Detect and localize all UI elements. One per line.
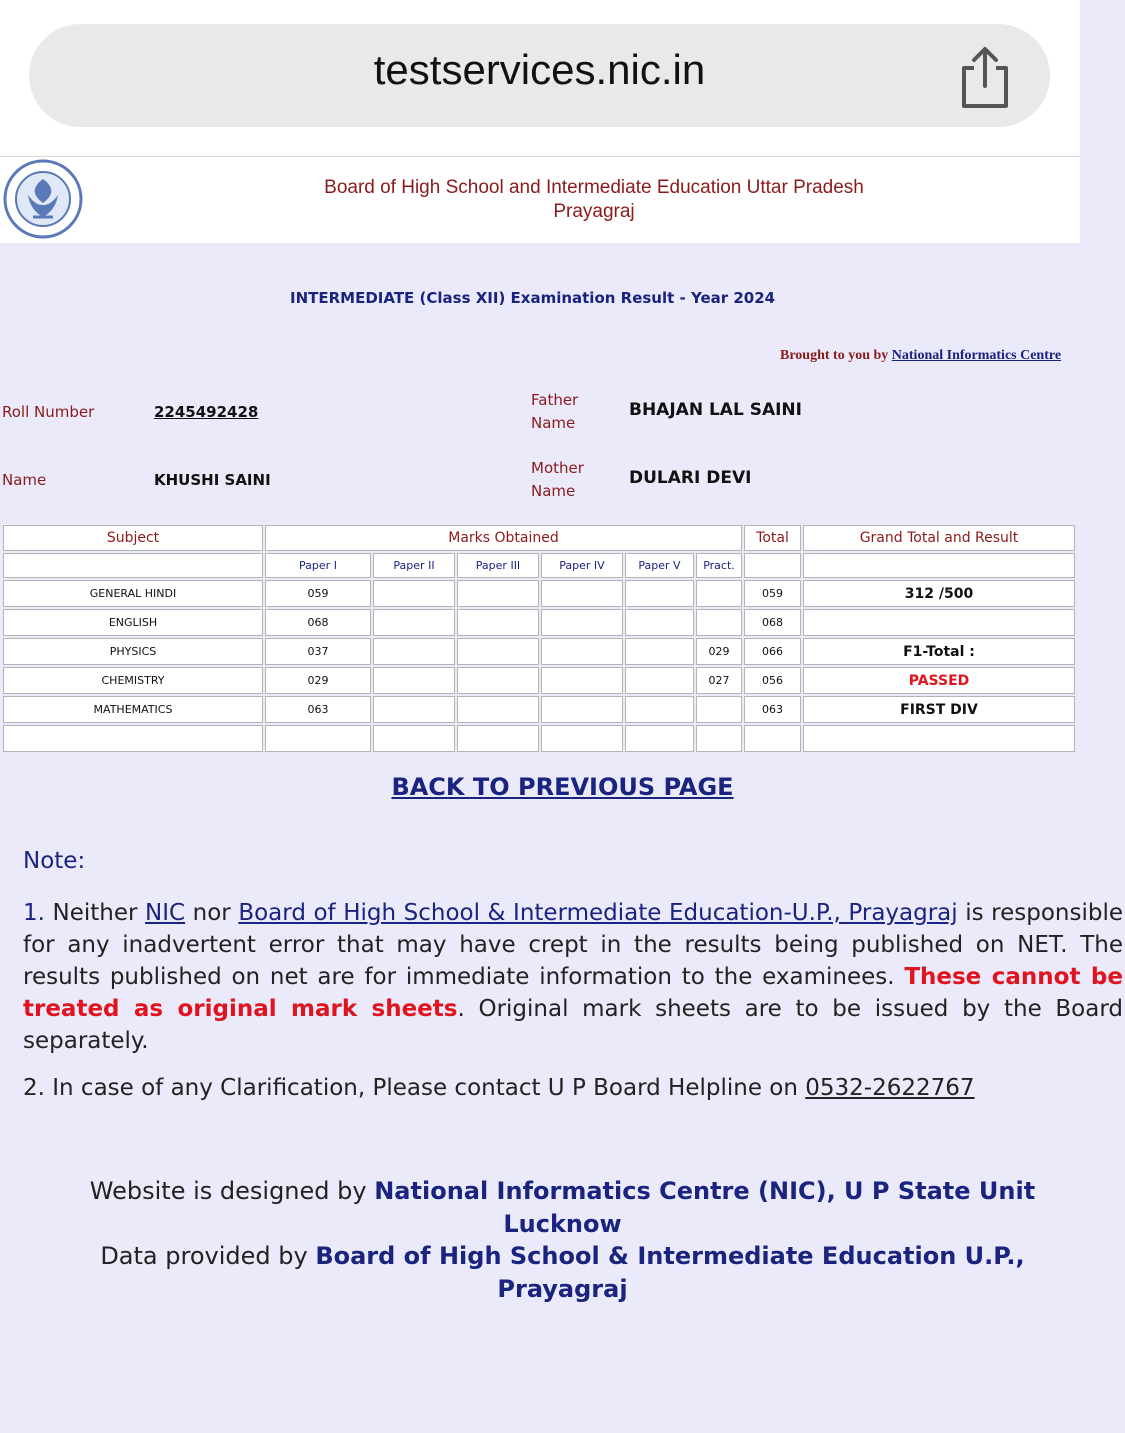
mother-name-label: Mother Name <box>531 459 584 500</box>
subject-cell: MATHEMATICS <box>3 696 263 723</box>
paper-1-cell: 063 <box>265 696 371 723</box>
note-title: Note: <box>23 848 86 874</box>
url-text[interactable]: testservices.nic.in <box>373 46 706 93</box>
practical-cell <box>696 696 742 723</box>
total-cell: 059 <box>744 580 801 607</box>
practical-header: Pract. <box>696 553 742 578</box>
page-header <box>0 157 1080 243</box>
nic-link[interactable]: National Informatics Centre <box>891 348 1062 363</box>
table-row <box>3 580 1075 607</box>
practical-cell: 027 <box>696 667 742 694</box>
paper-5-header: Paper V <box>625 553 694 578</box>
roll-number-label: Roll Number <box>2 403 95 421</box>
browser-toolbar <box>0 0 1080 157</box>
exam-title: INTERMEDIATE (Class XII) Examination Result - Year 2024 <box>290 289 776 307</box>
father-name-value: BHAJAN LAL SAINI <box>629 400 802 420</box>
paper-2-header: Paper II <box>373 553 455 578</box>
table-row <box>3 725 1075 752</box>
subject-cell: CHEMISTRY <box>3 667 263 694</box>
nic-note-link[interactable]: NIC <box>145 900 186 926</box>
table-row <box>3 638 1075 665</box>
footer-designed-by: Website is designed by National Informatics Centre (NIC), U P State Unit Lucknow <box>89 1177 1036 1238</box>
paper-1-cell: 029 <box>265 667 371 694</box>
paper-1-cell: 037 <box>265 638 371 665</box>
total-cell: 063 <box>744 696 801 723</box>
footer <box>40 1175 1085 1305</box>
total-cell: 066 <box>744 638 801 665</box>
subject-cell: PHYSICS <box>3 638 263 665</box>
total-cell: 056 <box>744 667 801 694</box>
note-1: 1. Neither NIC nor Board of High School & Intermediate Education-U.P., Prayagraj is responsible for any inadvertent error that may have crept in the results being published on NET. The results published on net are for immediate information to the examinees. These cannot be treated as original mark sheets. Original mark sheets are to be issued by the Board separately. <box>23 900 1124 1054</box>
result-status-cell: PASSED <box>803 667 1075 694</box>
paper-1-cell: 068 <box>265 609 371 636</box>
mother-name-value: DULARI DEVI <box>629 468 752 488</box>
name-label: Name <box>2 471 47 489</box>
table-row <box>3 696 1075 723</box>
division-cell: FIRST DIV <box>803 696 1075 723</box>
board-title: Board of High School and Intermediate Education Uttar Pradesh Prayagraj <box>324 177 864 222</box>
footer-data-provided-by: Data provided by Board of High School & Intermediate Education U.P., Prayagraj <box>100 1242 1025 1303</box>
practical-cell <box>696 609 742 636</box>
address-bar[interactable] <box>29 24 1050 127</box>
table-row <box>3 609 1075 636</box>
paper-header-row <box>3 553 1075 578</box>
note-2: 2. In case of any Clarification, Please contact U P Board Helpline on 0532-2622767 <box>23 1075 975 1101</box>
father-name-label: Father Name <box>531 391 579 432</box>
grand-total-header: Grand Total and Result <box>803 525 1075 551</box>
total-header: Total <box>744 525 801 551</box>
back-to-previous-page-link[interactable]: BACK TO PREVIOUS PAGE <box>391 773 734 801</box>
paper-3-header: Paper III <box>457 553 539 578</box>
grand-total-cell <box>803 609 1075 636</box>
paper-1-header: Paper I <box>265 553 371 578</box>
brought-by-text: Brought to you by National Informatics Centre <box>780 348 1062 363</box>
helpline-phone-link[interactable]: 0532-2622767 <box>805 1075 975 1101</box>
share-icon[interactable] <box>954 44 1016 110</box>
roll-number-value: 2245492428 <box>154 403 259 421</box>
practical-cell: 029 <box>696 638 742 665</box>
subject-header: Subject <box>3 525 263 551</box>
paper-1-cell: 059 <box>265 580 371 607</box>
paper-4-header: Paper IV <box>541 553 623 578</box>
marks-table <box>1 523 1077 754</box>
marks-obtained-header: Marks Obtained <box>265 525 742 551</box>
grand-total-cell: 312 /500 <box>803 580 1075 607</box>
warning-text: These cannot be treated as original mark sheets <box>23 964 1123 1022</box>
table-header-row <box>3 525 1075 551</box>
board-link[interactable]: Board of High School & Intermediate Education-U.P., Prayagraj <box>238 900 958 926</box>
total-cell: 068 <box>744 609 801 636</box>
subject-cell: GENERAL HINDI <box>3 580 263 607</box>
practical-cell <box>696 580 742 607</box>
grand-total-cell: F1-Total : <box>803 638 1075 665</box>
result-section <box>0 243 1124 1433</box>
table-row <box>3 667 1075 694</box>
subject-cell: ENGLISH <box>3 609 263 636</box>
up-government-emblem-icon <box>2 159 84 239</box>
student-name-value: KHUSHI SAINI <box>154 471 271 489</box>
